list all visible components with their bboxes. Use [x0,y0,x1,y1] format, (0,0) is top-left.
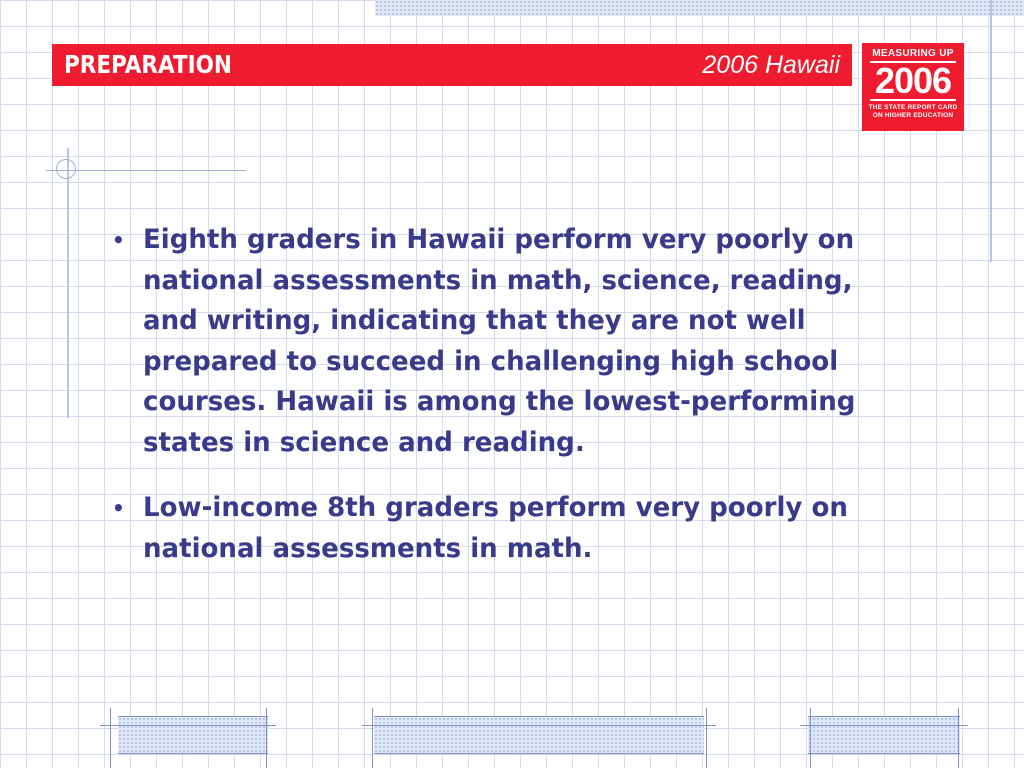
bullet-text: • Eighth graders in Hawaii perform very poorly on national assessments in math, science, reading, and writing, indicating that they are not well prepared to succeed in challenging high school courses. Hawaii is among the lowest-performing states in science and reading. [143,224,856,458]
footer-tick [810,708,811,768]
state-year-label: 2006 Hawaii [702,51,840,79]
footer-tick [372,708,373,768]
footer-tick [266,708,267,768]
footer-line [800,725,968,726]
crosshair-ring-icon [56,159,76,179]
section-title: PREPARATION [64,50,232,79]
bullet-item [110,488,930,569]
right-decorative-rule [990,0,992,262]
crosshair-horizontal-line [46,170,246,171]
crosshair-vertical-line [67,148,69,418]
logo-tagline-1: THE STATE REPORT CARD [868,104,958,111]
bullet-item [110,220,930,463]
logo-name: MEASURING UP [872,48,954,59]
footer-tick [110,708,111,768]
footer-decorative-box [374,716,704,754]
header-band [52,44,852,86]
footer-tick [958,708,959,768]
top-decorative-strip [375,0,1024,16]
footer-decorative-box [808,716,960,754]
measuring-up-logo [862,43,964,131]
bullet-list [110,220,930,594]
footer-line [100,725,276,726]
logo-year: 2006 [870,61,956,101]
bullet-text: • Low-income 8th graders perform very poorly on national assessments in math. [143,492,848,564]
logo-tagline-2: ON HIGHER EDUCATION [872,112,954,119]
footer-tick [706,708,707,768]
footer-line [362,725,716,726]
footer-decorative-box [118,716,268,754]
